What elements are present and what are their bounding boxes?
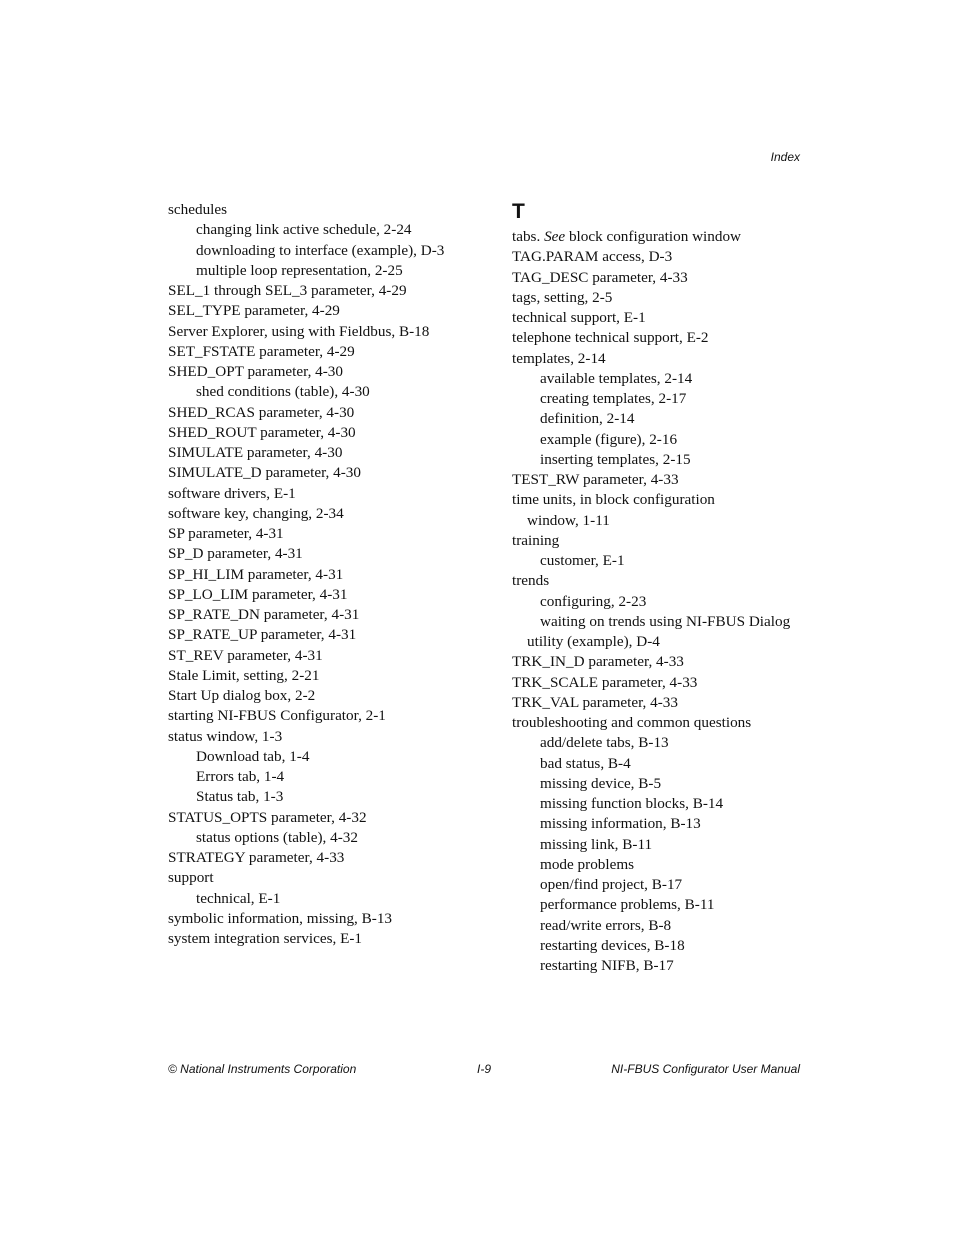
index-entry: STATUS_OPTS parameter, 4-32 xyxy=(168,808,367,826)
index-column-right xyxy=(512,197,812,976)
index-entry: window, 1-11 xyxy=(527,511,610,529)
index-subentry: mode problems xyxy=(540,855,635,873)
index-entry: SEL_TYPE parameter, 4-29 xyxy=(168,302,340,320)
index-entry: software key, changing, 2-34 xyxy=(168,504,344,522)
index-subentry: changing link active schedule, 2-24 xyxy=(196,221,412,239)
index-subentry: add/delete tabs, B-13 xyxy=(540,734,669,752)
index-subentry: status options (table), 4-32 xyxy=(196,828,358,846)
tabs-entry-suffix: block configuration window xyxy=(565,228,742,245)
index-subentry: bad status, B-4 xyxy=(540,754,631,772)
index-subentry: performance problems, B-11 xyxy=(540,896,715,914)
index-subentry: restarting NIFB, B-17 xyxy=(540,957,674,974)
index-entry: SHED_RCAS parameter, 4-30 xyxy=(168,403,355,421)
index-subentry: customer, E-1 xyxy=(540,552,625,569)
index-entry: training xyxy=(512,531,560,549)
index-entry: templates, 2-14 xyxy=(512,349,606,367)
index-entry: time units, in block configuration xyxy=(512,491,715,509)
index-entry: SEL_1 through SEL_3 parameter, 4-29 xyxy=(168,282,407,299)
index-subentry: downloading to interface (example), D-3 xyxy=(196,241,445,259)
index-subentry: Status tab, 1-3 xyxy=(196,788,284,806)
index-entry: support xyxy=(168,869,214,887)
index-entry: telephone technical support, E-2 xyxy=(512,329,709,347)
footer-manual-title: NI-FBUS Configurator User Manual xyxy=(611,1062,800,1076)
index-entry: SP parameter, 4-31 xyxy=(168,525,284,542)
section-letter-heading: T xyxy=(512,200,525,223)
index-subentry: multiple loop representation, 2-25 xyxy=(196,261,403,279)
index-subentry: Download tab, 1-4 xyxy=(196,747,310,765)
index-subentry: shed conditions (table), 4-30 xyxy=(196,383,370,401)
footer-copyright: © National Instruments Corporation xyxy=(168,1062,357,1076)
index-entry: Stale Limit, setting, 2-21 xyxy=(168,666,320,684)
index-entry: tags, setting, 2-5 xyxy=(512,288,613,306)
index-entry: TAG_DESC parameter, 4-33 xyxy=(512,268,688,286)
index-subentry: restarting devices, B-18 xyxy=(540,936,685,954)
index-subentry: open/find project, B-17 xyxy=(540,876,683,893)
index-subentry: technical, E-1 xyxy=(196,889,281,907)
index-subentry: inserting templates, 2-15 xyxy=(540,450,691,468)
index-subentry: Errors tab, 1-4 xyxy=(196,768,285,785)
index-entry: TRK_IN_D parameter, 4-33 xyxy=(512,653,684,671)
index-entry: STRATEGY parameter, 4-33 xyxy=(168,849,345,866)
index-entry: TAG.PARAM access, D-3 xyxy=(512,248,673,266)
index-entry: SP_LO_LIM parameter, 4-31 xyxy=(168,585,348,603)
index-subentry: read/write errors, B-8 xyxy=(540,916,672,934)
index-entry: TRK_VAL parameter, 4-33 xyxy=(512,693,678,711)
tabs-entry-prefix: tabs. xyxy=(512,228,545,245)
index-entry: SET_FSTATE parameter, 4-29 xyxy=(168,342,355,360)
index-entry: status window, 1-3 xyxy=(168,727,283,745)
index-entry: software drivers, E-1 xyxy=(168,484,296,502)
index-entry: SP_D parameter, 4-31 xyxy=(168,545,303,563)
index-entry: system integration services, E-1 xyxy=(168,930,363,947)
index-column-left xyxy=(168,200,488,949)
index-subentry: creating templates, 2-17 xyxy=(540,390,687,407)
index-entry: trends xyxy=(512,572,550,590)
index-subentry: missing information, B-13 xyxy=(540,815,701,833)
index-entry-tabs xyxy=(512,227,812,247)
index-subentry: example (figure), 2-16 xyxy=(540,430,678,448)
index-entry: TRK_SCALE parameter, 4-33 xyxy=(512,673,698,691)
index-entry: technical support, E-1 xyxy=(512,309,646,326)
index-entry: SHED_OPT parameter, 4-30 xyxy=(168,363,343,380)
index-entry: starting NI-FBUS Configurator, 2-1 xyxy=(168,707,386,725)
index-entry: schedules xyxy=(168,201,228,218)
index-entry: symbolic information, missing, B-13 xyxy=(168,909,393,927)
index-subentry: missing device, B-5 xyxy=(540,774,662,792)
index-entry: SIMULATE_D parameter, 4-30 xyxy=(168,464,361,482)
see-reference: See xyxy=(544,228,566,245)
index-entry: TEST_RW parameter, 4-33 xyxy=(512,471,679,488)
index-entry: SP_RATE_DN parameter, 4-31 xyxy=(168,606,360,623)
index-subentry: waiting on trends using NI-FBUS Dialog xyxy=(540,612,791,630)
index-subentry: available templates, 2-14 xyxy=(540,369,693,387)
index-entry: ST_REV parameter, 4-31 xyxy=(168,646,323,664)
index-subentry: missing function blocks, B-14 xyxy=(540,795,724,812)
index-subentry: missing link, B-11 xyxy=(540,835,653,853)
index-entry: Start Up dialog box, 2-2 xyxy=(168,687,316,704)
index-entry: SP_RATE_UP parameter, 4-31 xyxy=(168,626,357,644)
index-entry: SP_HI_LIM parameter, 4-31 xyxy=(168,565,344,583)
index-subentry: utility (example), D-4 xyxy=(527,633,660,650)
index-subentry: configuring, 2-23 xyxy=(540,592,647,610)
footer-page-number: I-9 xyxy=(477,1062,492,1076)
index-entry: troubleshooting and common questions xyxy=(512,714,752,731)
index-entry: SIMULATE parameter, 4-30 xyxy=(168,444,343,461)
index-entry: SHED_ROUT parameter, 4-30 xyxy=(168,423,356,441)
section-header: Index xyxy=(770,150,800,164)
index-subentry: definition, 2-14 xyxy=(540,410,635,428)
index-entry: Server Explorer, using with Fieldbus, B-18 xyxy=(168,322,430,340)
